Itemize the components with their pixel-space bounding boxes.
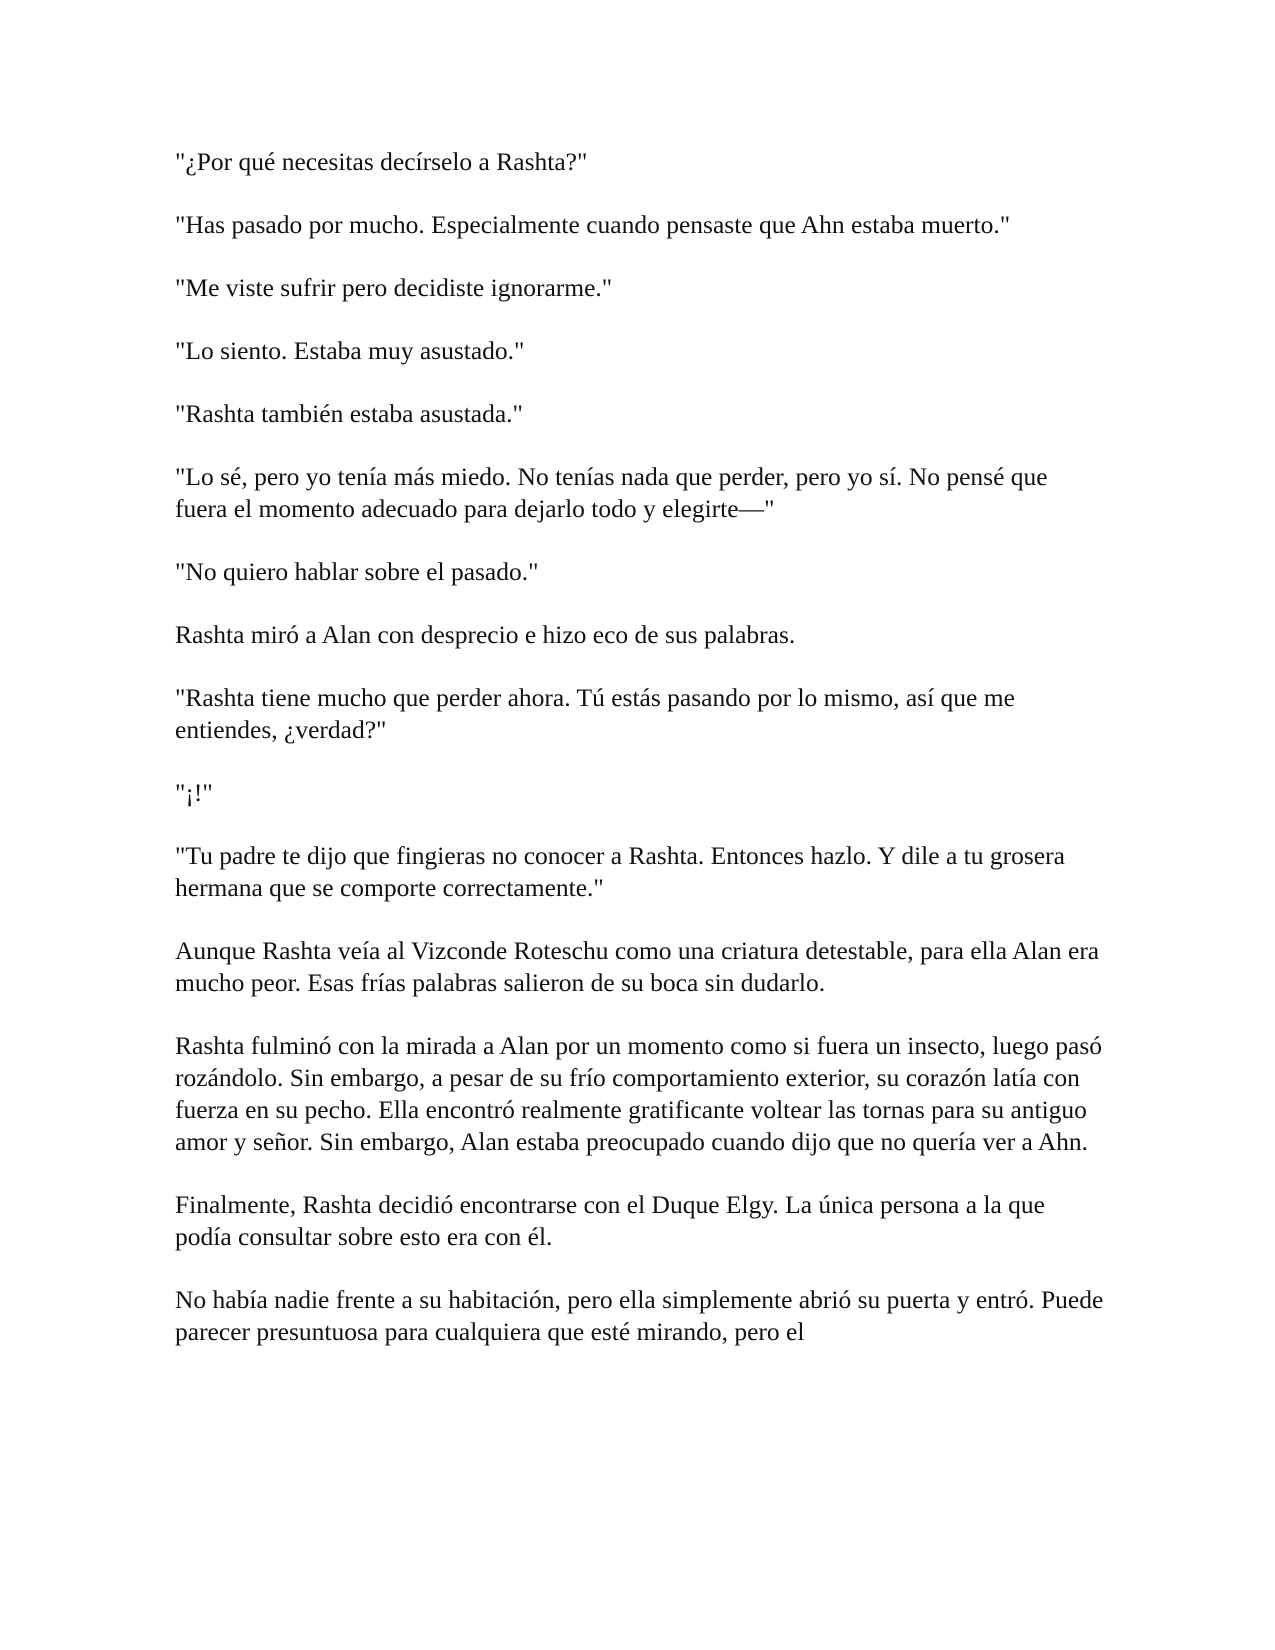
paragraph: "Rashta tiene mucho que perder ahora. Tú estás pasando por lo mismo, así que me entiendes, ¿verdad?" bbox=[175, 683, 1015, 744]
paragraph: "¿Por qué necesitas decírselo a Rashta?" bbox=[175, 147, 588, 176]
paragraph: "Has pasado por mucho. Especialmente cuando pensaste que Ahn estaba muerto." bbox=[175, 210, 1011, 239]
paragraph: Rashta fulminó con la mirada a Alan por un momento como si fuera un insecto, luego pasó rozándolo. Sin embargo, a pesar de su frío comportamiento exterior, su corazón latía con fuerza en su pecho. Ella encontró realmente gratificante voltear las tornas para su antiguo amor y señor. Sin embargo, Alan estaba preocupado cuando dijo que no quería ver a Ahn. bbox=[175, 1031, 1102, 1156]
paragraph: "Tu padre te dijo que fingieras no conocer a Rashta. Entonces hazlo. Y dile a tu grosera hermana que se comporte correctamente." bbox=[175, 841, 1065, 902]
paragraph: Aunque Rashta veía al Vizconde Roteschu como una criatura detestable, para ella Alan era mucho peor. Esas frías palabras salieron de su boca sin dudarlo. bbox=[175, 936, 1100, 997]
paragraph: "No quiero hablar sobre el pasado." bbox=[175, 557, 539, 586]
paragraph: "¡!" bbox=[175, 778, 213, 807]
document-body bbox=[175, 146, 1105, 1379]
paragraph: Rashta miró a Alan con desprecio e hizo eco de sus palabras. bbox=[175, 620, 796, 649]
paragraph: "Rashta también estaba asustada." bbox=[175, 399, 523, 428]
paragraph: "Lo siento. Estaba muy asustado." bbox=[175, 336, 525, 365]
paragraph: Finalmente, Rashta decidió encontrarse con el Duque Elgy. La única persona a la que podía consultar sobre esto era con él. bbox=[175, 1190, 1045, 1251]
paragraph: No había nadie frente a su habitación, pero ella simplemente abrió su puerta y entró. Puede parecer presuntuosa para cualquiera que esté mirando, pero el bbox=[175, 1285, 1104, 1346]
paragraph: "Lo sé, pero yo tenía más miedo. No tenías nada que perder, pero yo sí. No pensé que fuera el momento adecuado para dejarlo todo y elegirte—" bbox=[175, 462, 1048, 523]
paragraph: "Me viste sufrir pero decidiste ignorarme." bbox=[175, 273, 613, 302]
